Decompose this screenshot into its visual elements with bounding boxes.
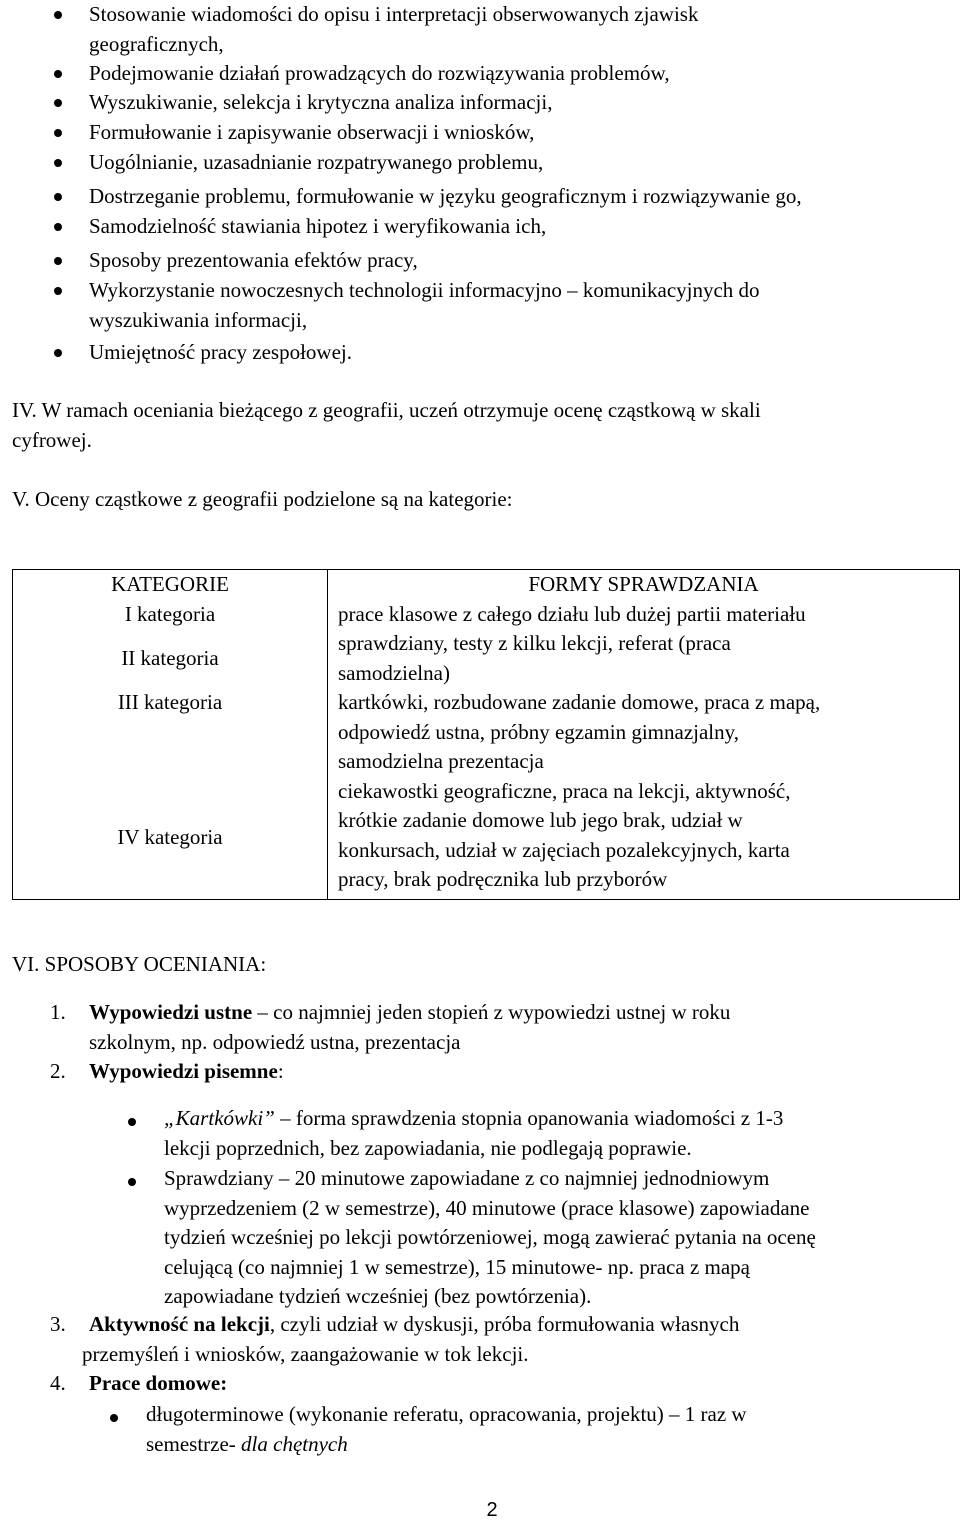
list-item [89, 276, 949, 335]
bullet-icon [54, 129, 62, 137]
table-row [13, 777, 960, 900]
categories-table [12, 569, 960, 900]
item1-number: 1. [50, 1000, 66, 1024]
bullet-icon [54, 287, 62, 295]
kartkowki-line: lekcji poprzednich, bez zapowiadania, nie podlegają poprawie. [164, 1135, 692, 1160]
list-item [89, 118, 949, 148]
bullet-icon [54, 99, 62, 107]
list-item-text: Wyszukiwanie, selekcja i krytyczna analiza informacji, [89, 90, 553, 114]
cell-line: konkursach, udział w zajęciach pozalekcyjnych, karta [338, 837, 790, 862]
item4-bullet-line: długoterminowe (wykonanie referatu, opracowania, projektu) – 1 raz w [146, 1402, 747, 1426]
item4-number: 4. [50, 1371, 66, 1395]
table-cell-category: III kategoria [13, 688, 328, 777]
table-row [13, 629, 960, 688]
table-cell-category: II kategoria [13, 629, 328, 688]
list-item-text: Wykorzystanie nowoczesnych technologii informacyjno – komunikacyjnych do [89, 278, 760, 302]
item2-bullet-kartkowki [164, 1104, 954, 1163]
list-item [89, 182, 949, 212]
list-item [89, 212, 949, 242]
bullet-icon [128, 1118, 136, 1126]
table-cell-forms [328, 777, 960, 900]
list-item-text: Dostrzeganie problemu, formułowanie w języku geograficznym i rozwiązywanie go, [89, 184, 802, 208]
kartkowki-italic: „Kartkówki” [164, 1106, 275, 1130]
list-item-text: Umiejętność pracy zespołowej. [89, 340, 352, 364]
sprawdziany-line: Sprawdziany – 20 minutowe zapowiadane z co najmniej jednodniowym [164, 1166, 770, 1190]
sprawdziany-line: zapowiadane tydzień wcześniej (bez powtórzenia). [164, 1284, 592, 1308]
section-iv [12, 396, 942, 455]
table-header-cell: FORMY SPRAWDZANIA [328, 570, 960, 600]
list-item-text: Sposoby prezentowania efektów pracy, [89, 248, 418, 272]
item1-line2: szkolnym, np. odpowiedź ustna, prezentacja [89, 1029, 461, 1054]
table-row [13, 600, 960, 630]
table-cell-forms [328, 600, 960, 630]
list-item [89, 246, 949, 276]
cell-line: prace klasowe z całego działu lub dużej partii materiału [338, 601, 806, 626]
page-number: 2 [486, 1499, 498, 1521]
list-item-text: wyszukiwania informacji, [89, 307, 308, 332]
cell-line: sprawdziany, testy z kilku lekcji, referat (praca [338, 631, 731, 655]
cell-line: kartkówki, rozbudowane zadanie domowe, praca z mapą, [338, 690, 821, 714]
item4-bullet [146, 1400, 946, 1459]
list-item-text: Formułowanie i zapisywanie obserwacji i wniosków, [89, 120, 535, 144]
bullet-icon [54, 257, 62, 265]
bullet-icon [110, 1414, 118, 1422]
item3-number: 3. [50, 1312, 66, 1336]
item3-rest: , czyli udział w dyskusji, próba formułowania własnych [269, 1312, 740, 1336]
sprawdziany-line: celującą (co najmniej 1 w semestrze), 15 minutowe- np. praca z mapą [164, 1254, 751, 1279]
item2-bullet-sprawdziany [164, 1164, 954, 1312]
list-item [89, 59, 949, 89]
item4-bullet-plain: semestrze- [146, 1431, 242, 1456]
cell-line: ciekawostki geograficzne, praca na lekcji, aktywność, [338, 778, 791, 803]
list-item-text: Stosowanie wiadomości do opisu i interpretacji obserwowanych zjawisk [89, 2, 699, 26]
list-item-text: geograficznych, [89, 31, 224, 56]
sprawdziany-line: wyprzedzeniem (2 w semestrze), 40 minutowe (prace klasowe) zapowiadane [164, 1195, 810, 1220]
list-item [89, 338, 949, 368]
bullet-icon [54, 11, 62, 19]
bullet-icon [54, 349, 62, 357]
sprawdziany-line: tydzień wcześniej po lekcji powtórzeniowej, mogą zawierać pytania na ocenę [164, 1225, 816, 1249]
item3-bold: Aktywność na lekcji [89, 1312, 270, 1336]
bullet-icon [54, 223, 62, 231]
list-item-text: Podejmowanie działań prowadzących do rozwiązywania problemów, [89, 61, 670, 85]
item2-bold: Wypowiedzi pisemne [89, 1059, 278, 1083]
list-item-text: Uogólnianie, uzasadnianie rozpatrywanego problemu, [89, 150, 544, 174]
table-cell-category: I kategoria [13, 600, 328, 630]
cell-line: samodzielna) [338, 660, 450, 685]
cell-line: krótkie zadanie domowe lub jego brak, udział w [338, 808, 743, 832]
item1-rest: – co najmniej jeden stopień z wypowiedzi ustnej w roku [252, 1000, 731, 1024]
item4-bold: Prace domowe: [89, 1371, 228, 1395]
item3-line2: przemyśleń i wniosków, zaangażowanie w tok lekcji. [82, 1341, 529, 1366]
item2-written [89, 1057, 284, 1087]
table-cell-forms [328, 629, 960, 688]
item4-bullet-italic: dla chętnych [241, 1431, 348, 1456]
bullet-icon [54, 193, 62, 201]
table-cell-category: IV kategoria [13, 777, 328, 900]
bullet-icon [128, 1178, 136, 1186]
section-vi-title: VI. SPOSOBY OCENIANIA: [12, 952, 267, 976]
cell-line: samodzielna prezentacja [338, 749, 544, 773]
item2-colon: : [277, 1059, 284, 1083]
cell-line: odpowiedź ustna, próbny egzamin gimnazjalny, [338, 719, 740, 744]
section-iv-line: cyfrowej. [12, 427, 92, 452]
item2-number: 2. [50, 1059, 66, 1083]
cell-line: pracy, brak podręcznika lub przyborów [338, 867, 668, 891]
list-item [89, 0, 949, 59]
table-cell-forms [328, 688, 960, 777]
item1-oral [89, 998, 949, 1057]
item3-activity [82, 1310, 949, 1369]
bullet-icon [54, 70, 62, 78]
table-header-row [13, 570, 960, 600]
item1-bold: Wypowiedzi ustne [89, 1000, 253, 1024]
bullet-icon [54, 159, 62, 167]
table-row [13, 688, 960, 777]
section-iv-line: IV. W ramach oceniania bieżącego z geografii, uczeń otrzymuje ocenę cząstkową w skali [12, 398, 761, 422]
kartkowki-rest: – forma sprawdzenia stopnia opanowania wiadomości z 1-3 [274, 1106, 784, 1130]
list-item [89, 88, 949, 118]
item4-homework [89, 1369, 227, 1399]
section-v: V. Oceny cząstkowe z geografii podzielone są na kategorie: [12, 487, 513, 511]
table-header-cell: KATEGORIE [13, 570, 328, 600]
list-item [89, 148, 949, 178]
list-item-text: Samodzielność stawiania hipotez i weryfikowania ich, [89, 214, 547, 238]
